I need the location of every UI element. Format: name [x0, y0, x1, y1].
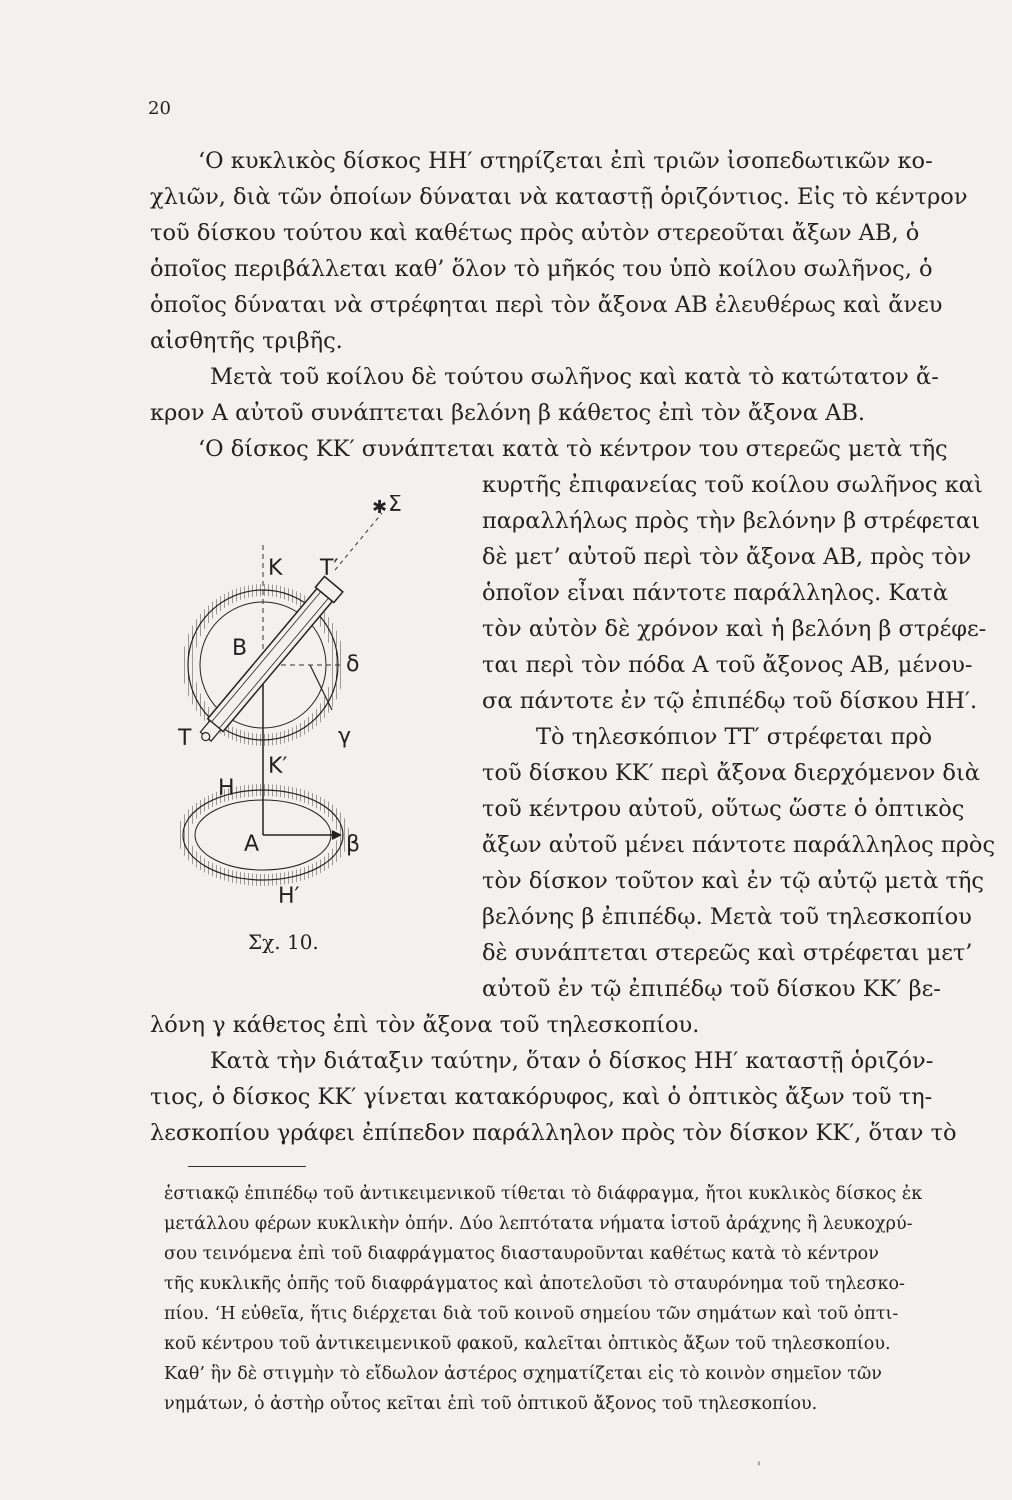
- text-line: ἄξων αὐτοῦ μένει πάντοτε παράλληλος πρὸς: [482, 832, 996, 858]
- footnote-line: μετάλλου φέρων κυκλικὴν ὀπήν. Δύο λεπτότατα νήματα ἱστοῦ ἀράχνης ἢ λευκοχρύ-: [164, 1214, 913, 1234]
- bottom-mark: ': [757, 1460, 761, 1476]
- footnote-line: πίου. ‘Η εὐθεῖα, ἥτις διέρχεται διὰ τοῦ κοινοῦ σημείου τῶν σημάτων καὶ τοῦ ὀπτι-: [164, 1304, 899, 1324]
- label-a: Α: [244, 832, 260, 857]
- label-h: Η: [218, 776, 235, 801]
- text-line: σα πάντοτε ἐν τῷ ἐπιπέδῳ τοῦ δίσκου ΗΗ′.: [482, 688, 978, 714]
- text-line: Κατὰ τὴν διάταξιν ταύτην, ὅταν ὁ δίσκος ΗΗ′ καταστῇ ὁριζόν-: [210, 1048, 934, 1074]
- text-line: Μετὰ τοῦ κοίλου δὲ τούτου σωλῆνος καὶ κατὰ τὸ κατώτατον ἄ-: [210, 364, 939, 390]
- footnote-line: Καθ’ ἣν δὲ στιγμὴν τὸ εἴδωλον ἀστέρος σχηματίζεται εἰς τὸ κοινὸν σημεῖον τῶν: [164, 1364, 882, 1384]
- text-line: Τὸ τηλεσκόπιον ΤΤ′ στρέφεται πρὸ: [536, 724, 933, 750]
- text-line: λεσκοπίου γράφει ἐπίπεδον παράλληλον πρὸς τὸν δίσκον ΚΚ′, ὅταν τὸ: [150, 1120, 957, 1146]
- footnote-line: σου τεινόμενα ἐπὶ τοῦ διαφράγματος διασταυροῦνται καθέτως κατὰ τὸ κέντρον: [164, 1244, 879, 1264]
- text-line: χλιῶν, διὰ τῶν ὁποίων δύναται νὰ καταστῇ ὁριζόντιος. Εἰς τὸ κέντρον: [150, 184, 968, 210]
- label-sigma: Σ: [388, 495, 402, 517]
- star-icon: ✱: [372, 497, 388, 518]
- instrument-diagram: [160, 495, 490, 970]
- label-h-prime: Η′: [278, 884, 300, 909]
- footnote-line: κοῦ κέντρου τοῦ ἀντικειμενικοῦ φακοῦ, καλεῖται ὀπτικὸς ἄξων τοῦ τηλεσκοπίου.: [164, 1334, 891, 1354]
- label-delta: δ: [346, 652, 360, 677]
- label-t-prime: Τ′: [320, 556, 339, 581]
- text-line: ὁποῖον εἶναι πάντοτε παράλληλος. Κατὰ: [482, 580, 949, 606]
- label-beta: β: [346, 832, 361, 857]
- text-line: αἰσθητῆς τριβῆς.: [150, 328, 343, 354]
- text-line: τοῦ δίσκου ΚΚ′ περὶ ἄξονα διερχόμενον διὰ: [482, 760, 980, 786]
- text-line: τιος, ὁ δίσκος ΚΚ′ γίνεται κατακόρυφος, καὶ ὁ ὀπτικὸς ἄξων τοῦ τη-: [150, 1084, 933, 1110]
- text-line: λόνη γ κάθετος ἐπὶ τὸν ἄξονα τοῦ τηλεσκοπίου.: [150, 1012, 700, 1038]
- footnote-line: νημάτων, ὁ ἀστὴρ οὗτος κεῖται ἐπὶ τοῦ ὀπτικοῦ ἄξονος τοῦ τηλεσκοπίου.: [164, 1394, 818, 1414]
- label-k: Κ: [268, 556, 283, 581]
- figure-10: [160, 495, 490, 970]
- text-line: κυρτῆς ἐπιφανείας τοῦ κοίλου σωλῆνος καὶ: [482, 472, 983, 498]
- text-line: ὁποῖος περιβάλλεται καθ’ ὅλον τὸ μῆκός του ὑπὸ κοίλου σωλῆνος, ὁ: [150, 256, 933, 282]
- text-line: τοῦ κέντρου αὐτοῦ, οὕτως ὥστε ὁ ὀπτικὸς: [482, 796, 965, 822]
- text-line: παραλλήλως πρὸς τὴν βελόνην β στρέφεται: [482, 508, 981, 534]
- text-line: ‘Ο δίσκος ΚΚ′ συνάπτεται κατὰ τὸ κέντρον του στερεῶς μετὰ τῆς: [198, 436, 948, 462]
- text-line: αὐτοῦ ἐν τῷ ἐπιπέδῳ τοῦ δίσκου ΚΚ′ βε-: [482, 976, 941, 1002]
- text-line: δὲ μετ’ αὐτοῦ περὶ τὸν ἄξονα ΑΒ, πρὸς τὸν: [482, 544, 972, 570]
- text-line: κρον Α αὐτοῦ συνάπτεται βελόνη β κάθετος ἐπὶ τὸν ἄξονα ΑΒ.: [150, 400, 866, 426]
- text-line: βελόνης β ἐπιπέδῳ. Μετὰ τοῦ τηλεσκοπίου: [482, 904, 972, 930]
- footnote-line: ἑστιακῷ ἐπιπέδῳ τοῦ ἀντικειμενικοῦ τίθεται τὸ διάφραγμα, ἤτοι κυκλικὸς δίσκος ἐκ: [164, 1184, 923, 1204]
- text-line: ‘Ο κυκλικὸς δίσκος ΗΗ′ στηρίζεται ἐπὶ τριῶν ἰσοπεδωτικῶν κο-: [198, 148, 933, 174]
- label-b: Β: [232, 636, 248, 661]
- footnote-rule: [188, 1166, 306, 1167]
- figure-caption: Σχ. 10.: [248, 930, 319, 954]
- text-line: ται περὶ τὸν πόδα Α τοῦ ἄξονος ΑΒ, μένου-: [482, 652, 973, 678]
- text-line: τὸν δίσκον τοῦτον καὶ ἐν τῷ αὐτῷ μετὰ τῆς: [482, 868, 984, 894]
- text-line: ὁποῖος δύναται νὰ στρέφηται περὶ τὸν ἄξονα ΑΒ ἐλευθέρως καὶ ἄνευ: [150, 292, 943, 318]
- text-line: τὸν αὐτὸν δὲ χρόνον καὶ ἡ βελόνη β στρέφε-: [482, 616, 987, 642]
- label-t: Τ: [178, 726, 192, 751]
- label-k-prime: Κ′: [268, 754, 288, 779]
- text-line: δὲ συνάπτεται στερεῶς καὶ στρέφεται μετ’: [482, 940, 973, 966]
- footnote-line: τῆς κυκλικῆς ὀπῆς τοῦ διαφράγματος καὶ ἀποτελοῦσι τὸ σταυρόνημα τοῦ τηλεσκο-: [164, 1274, 905, 1294]
- page-number: 20: [148, 98, 171, 119]
- label-gamma: γ: [338, 724, 352, 749]
- text-line: τοῦ δίσκου τούτου καὶ καθέτως πρὸς αὐτὸν στερεοῦται ἄξων ΑΒ, ὁ: [150, 220, 920, 246]
